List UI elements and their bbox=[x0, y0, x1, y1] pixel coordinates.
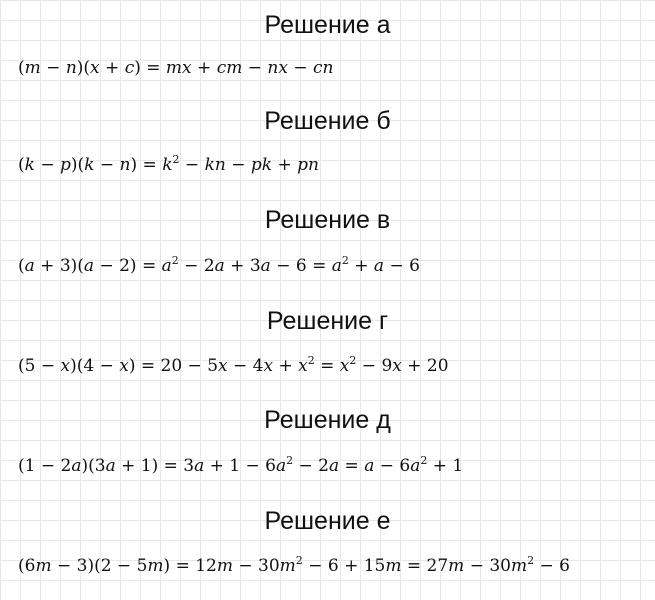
math-variable: m bbox=[35, 556, 52, 576]
math-variable: a bbox=[214, 256, 225, 276]
math-variable: k bbox=[84, 155, 95, 175]
math-variable: x bbox=[90, 58, 100, 78]
math-variable: x bbox=[392, 356, 402, 376]
math-variable: m bbox=[24, 58, 41, 78]
math-variable: x bbox=[60, 356, 71, 376]
math-text: − bbox=[94, 155, 120, 175]
math-text: − 30 bbox=[464, 556, 511, 576]
math-exponent: 2 bbox=[420, 454, 428, 467]
math-variable: x bbox=[339, 356, 350, 376]
math-text: − bbox=[40, 58, 66, 78]
math-text: = bbox=[339, 456, 365, 476]
math-text: ( bbox=[18, 58, 25, 78]
math-variable: k bbox=[24, 155, 35, 175]
math-variable: nx bbox=[267, 58, 288, 78]
math-text: − 6 = bbox=[270, 256, 332, 276]
equation-a bbox=[18, 57, 334, 79]
math-text: ) = 12 bbox=[163, 556, 217, 576]
math-variable: a bbox=[194, 456, 205, 476]
solution-heading: Решение а bbox=[264, 11, 391, 39]
math-text: + 1) = 3 bbox=[115, 456, 195, 476]
equation-v bbox=[18, 255, 420, 277]
math-text: + bbox=[273, 356, 299, 376]
math-text: ) = 20 − 5 bbox=[128, 356, 219, 376]
math-variable: x bbox=[218, 356, 228, 376]
math-exponent: 2 bbox=[171, 254, 179, 267]
math-text: ( bbox=[18, 256, 25, 276]
math-exponent: 2 bbox=[527, 554, 535, 567]
math-variable: a bbox=[331, 256, 342, 276]
math-variable: n bbox=[119, 155, 131, 175]
math-exponent: 2 bbox=[295, 554, 303, 567]
math-exponent: 2 bbox=[341, 254, 349, 267]
math-text: − bbox=[225, 155, 251, 175]
math-variable: x bbox=[119, 356, 129, 376]
math-text: ) = bbox=[130, 155, 163, 175]
math-text: ) = bbox=[134, 58, 166, 78]
math-text: + 3)( bbox=[34, 256, 84, 276]
math-text: )( bbox=[76, 58, 91, 78]
math-variable: kn bbox=[204, 155, 226, 175]
math-exponent: 2 bbox=[172, 153, 180, 166]
math-text: − bbox=[34, 155, 61, 175]
math-text: − 6 bbox=[384, 256, 420, 276]
solution-b bbox=[0, 106, 655, 136]
math-text: = bbox=[314, 356, 340, 376]
math-variable: m bbox=[385, 556, 402, 576]
math-text: )( bbox=[70, 155, 85, 175]
math-variable: mx bbox=[165, 58, 192, 78]
math-text: − 6 bbox=[534, 556, 570, 576]
math-text: − 9 bbox=[356, 356, 393, 376]
math-variable: a bbox=[83, 256, 95, 276]
math-exponent: 2 bbox=[286, 454, 294, 467]
solution-g bbox=[0, 306, 655, 336]
math-text: + 1 bbox=[427, 456, 464, 476]
math-text: − bbox=[242, 58, 268, 78]
math-exponent: 2 bbox=[349, 354, 357, 367]
math-variable: a bbox=[105, 456, 116, 476]
math-text: )(4 − bbox=[70, 356, 120, 376]
math-text: + bbox=[99, 58, 125, 78]
math-variable: a bbox=[71, 456, 82, 476]
math-variable: a bbox=[364, 456, 375, 476]
math-text: − 3)(2 − 5 bbox=[51, 556, 148, 576]
math-text: + bbox=[348, 256, 374, 276]
math-text: − 2 bbox=[293, 456, 329, 476]
math-text: (1 − 2 bbox=[18, 456, 72, 476]
math-text: + 3 bbox=[224, 256, 261, 276]
math-exponent: 2 bbox=[307, 354, 315, 367]
math-variable: x bbox=[298, 356, 308, 376]
math-text: ( bbox=[18, 155, 25, 175]
math-variable: m bbox=[147, 556, 164, 576]
math-variable: c bbox=[124, 58, 135, 78]
math-text: = 27 bbox=[401, 556, 449, 576]
math-variable: m bbox=[448, 556, 465, 576]
math-text: + bbox=[191, 58, 217, 78]
solution-d bbox=[0, 405, 655, 435]
math-variable: cm bbox=[216, 58, 243, 78]
solution-e bbox=[0, 506, 655, 536]
math-variable: m bbox=[279, 556, 296, 576]
equation-d bbox=[18, 455, 463, 477]
math-variable: m bbox=[216, 556, 233, 576]
math-variable: pk bbox=[250, 155, 273, 175]
math-text: − 30 bbox=[232, 556, 280, 576]
solution-heading: Решение г bbox=[266, 307, 389, 335]
math-variable: m bbox=[510, 556, 528, 576]
equation-e bbox=[18, 555, 570, 577]
math-text: + 20 bbox=[401, 356, 449, 376]
math-text: − 6 + 15 bbox=[302, 556, 386, 576]
math-variable: a bbox=[24, 256, 35, 276]
solution-heading: Решение б bbox=[264, 107, 391, 135]
math-variable: pn bbox=[297, 155, 319, 175]
math-variable: k bbox=[162, 155, 173, 175]
math-text: (5 − bbox=[18, 356, 61, 376]
math-variable: cn bbox=[313, 58, 334, 78]
math-variable: x bbox=[263, 356, 274, 376]
solution-heading: Решение е bbox=[264, 507, 391, 535]
solution-a bbox=[0, 10, 655, 40]
math-variable: a bbox=[275, 456, 287, 476]
equation-g bbox=[18, 355, 449, 377]
solution-heading: Решение в bbox=[264, 206, 391, 234]
math-text: + bbox=[272, 155, 298, 175]
math-text: − 4 bbox=[227, 356, 264, 376]
math-variable: a bbox=[328, 456, 340, 476]
math-variable: a bbox=[260, 256, 271, 276]
math-variable: a bbox=[373, 256, 385, 276]
solution-heading: Решение д bbox=[264, 406, 391, 434]
math-text: − bbox=[287, 58, 314, 78]
solution-v bbox=[0, 205, 655, 235]
math-text: − 2) = bbox=[94, 256, 162, 276]
math-text: (6 bbox=[18, 556, 36, 576]
equation-b bbox=[18, 154, 319, 176]
math-text: + 1 − 6 bbox=[204, 456, 276, 476]
math-text: − bbox=[179, 155, 205, 175]
math-variable: p bbox=[60, 155, 71, 175]
math-text: − 2 bbox=[178, 256, 215, 276]
math-text: − 6 bbox=[374, 456, 411, 476]
math-text: )(3 bbox=[81, 456, 106, 476]
math-variable: a bbox=[161, 256, 172, 276]
math-variable: n bbox=[65, 58, 77, 78]
math-variable: a bbox=[410, 456, 421, 476]
